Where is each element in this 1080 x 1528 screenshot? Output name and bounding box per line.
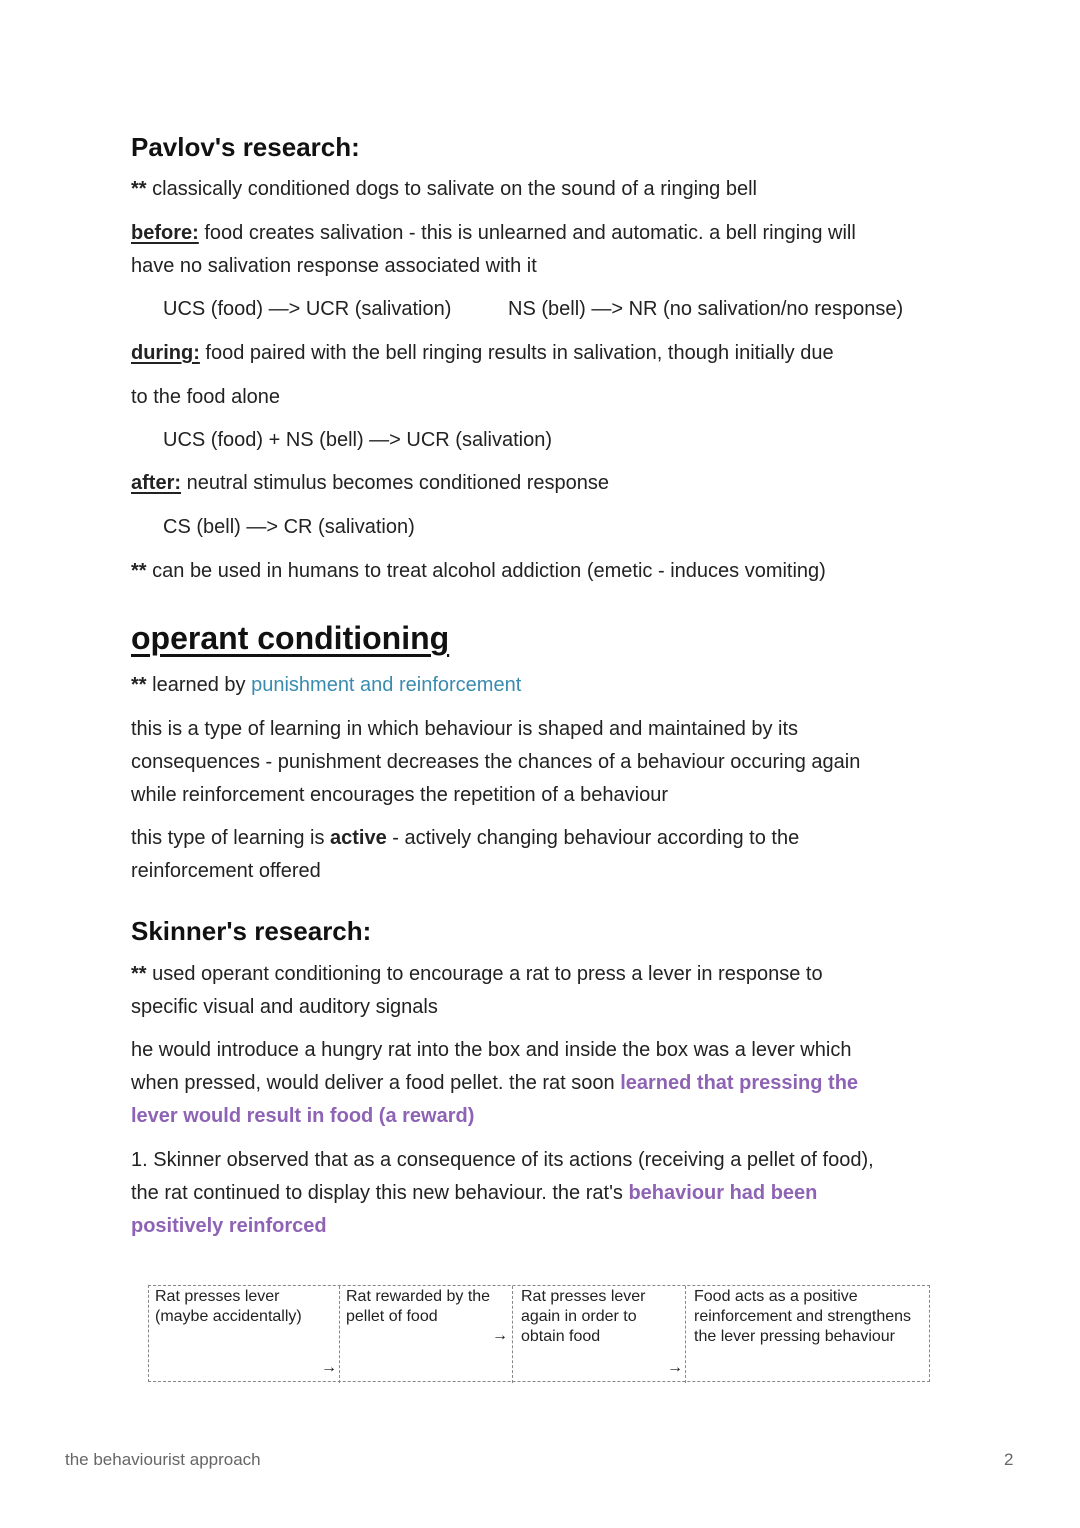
flow-diagram: [148, 1285, 930, 1382]
before-formula-2: NS (bell) —> NR (no salivation/no response): [508, 298, 904, 320]
learned-by-highlight: punishment and reinforcement: [251, 674, 522, 696]
operant-para1-line2: consequences - punishment decreases the chances of a behaviour occuring again: [131, 751, 861, 773]
bullet-marker: **: [131, 674, 147, 696]
skinner-para2-line3: positively reinforced: [131, 1215, 327, 1237]
right-arrow-icon: →: [667, 1359, 683, 1376]
during-formula: UCS (food) + NS (bell) —> UCR (salivation): [163, 429, 552, 451]
skinner-para2-line1: 1. Skinner observed that as a consequence of its actions (receiving a pellet of food),: [131, 1149, 874, 1171]
pavlov-intro-text: classically conditioned dogs to salivate on the sound of a ringing bell: [146, 178, 757, 200]
during-text: food paired with the bell ringing results in salivation, though initially due: [199, 342, 834, 364]
skinner-intro-line2: specific visual and auditory signals: [131, 996, 438, 1018]
after-label: after:: [131, 472, 182, 494]
flow-step-3: Rat presses lever again in order to obtain food: [521, 1288, 646, 1345]
bullet-marker: **: [131, 178, 147, 200]
operant-para1-line3: while reinforcement encourages the repetition of a behaviour: [131, 784, 668, 806]
after-line: [131, 467, 609, 500]
learned-by-text: learned by: [146, 674, 252, 696]
page-number: 2: [1004, 1450, 1014, 1469]
before-text: food creates salivation - this is unlearned and automatic. a bell ringing will: [198, 222, 856, 244]
flow-divider: [685, 1286, 686, 1383]
operant-para1-line1: this is a type of learning in which behaviour is shaped and maintained by its: [131, 718, 799, 740]
during-line-2: to the food alone: [131, 386, 281, 408]
skinner-heading: Skinner's research:: [131, 916, 372, 946]
skinner-para2-line2: [131, 1177, 817, 1210]
operant-heading: operant conditioning: [131, 620, 450, 656]
flow-step-1: Rat presses lever (maybe accidentally): [155, 1288, 302, 1325]
skinner-para1-line3: lever would result in food (a reward): [131, 1105, 475, 1127]
before-formula-1: UCS (food) —> UCR (salivation): [163, 298, 452, 320]
pavlov-note-text: can be used in humans to treat alcohol addiction (emetic - induces vomiting): [146, 560, 826, 582]
para1-highlight: learned that pressing the: [620, 1072, 859, 1094]
skinner-para1-line2: [131, 1067, 858, 1100]
skinner-intro-text: used operant conditioning to encourage a rat to press a lever in response to: [146, 963, 823, 985]
before-label: before:: [131, 222, 199, 244]
pavlov-heading: Pavlov's research:: [131, 132, 360, 162]
right-arrow-icon: →: [492, 1327, 508, 1344]
para2-pre: the rat continued to display this new behaviour. the rat's: [131, 1182, 629, 1204]
pavlov-intro: [131, 173, 757, 206]
flow-divider: [512, 1286, 513, 1383]
bullet-marker: **: [131, 963, 147, 985]
operant-learned-by: [131, 669, 521, 702]
before-line-2: have no salivation response associated with it: [131, 255, 537, 277]
para2-bold: active: [330, 827, 387, 849]
pavlov-note: [131, 555, 826, 588]
bullet-marker: **: [131, 560, 147, 582]
during-line-1: [131, 337, 834, 370]
before-line-1: [131, 217, 856, 250]
skinner-para1-line1: he would introduce a hungry rat into the box and inside the box was a lever which: [131, 1039, 852, 1061]
after-text: neutral stimulus becomes conditioned response: [181, 472, 610, 494]
para2-post: - actively changing behaviour according to the: [386, 827, 800, 849]
skinner-intro-line1: [131, 958, 823, 991]
para2-pre: this type of learning is: [131, 827, 330, 849]
operant-para2-line2: reinforcement offered: [131, 860, 321, 882]
footer-title: the behaviourist approach: [65, 1450, 261, 1469]
para1-pre: when pressed, would deliver a food pellet. the rat soon: [131, 1072, 621, 1094]
para2-highlight: behaviour had been: [628, 1182, 818, 1204]
flow-step-2: Rat rewarded by the pellet of food: [346, 1288, 491, 1325]
during-label: during:: [131, 342, 200, 364]
after-formula: CS (bell) —> CR (salivation): [163, 516, 415, 538]
right-arrow-icon: →: [321, 1359, 337, 1376]
operant-para2-line1: [131, 822, 799, 855]
flow-step-4: Food acts as a positive reinforcement and strengthens the lever pressing behaviour: [694, 1288, 912, 1345]
